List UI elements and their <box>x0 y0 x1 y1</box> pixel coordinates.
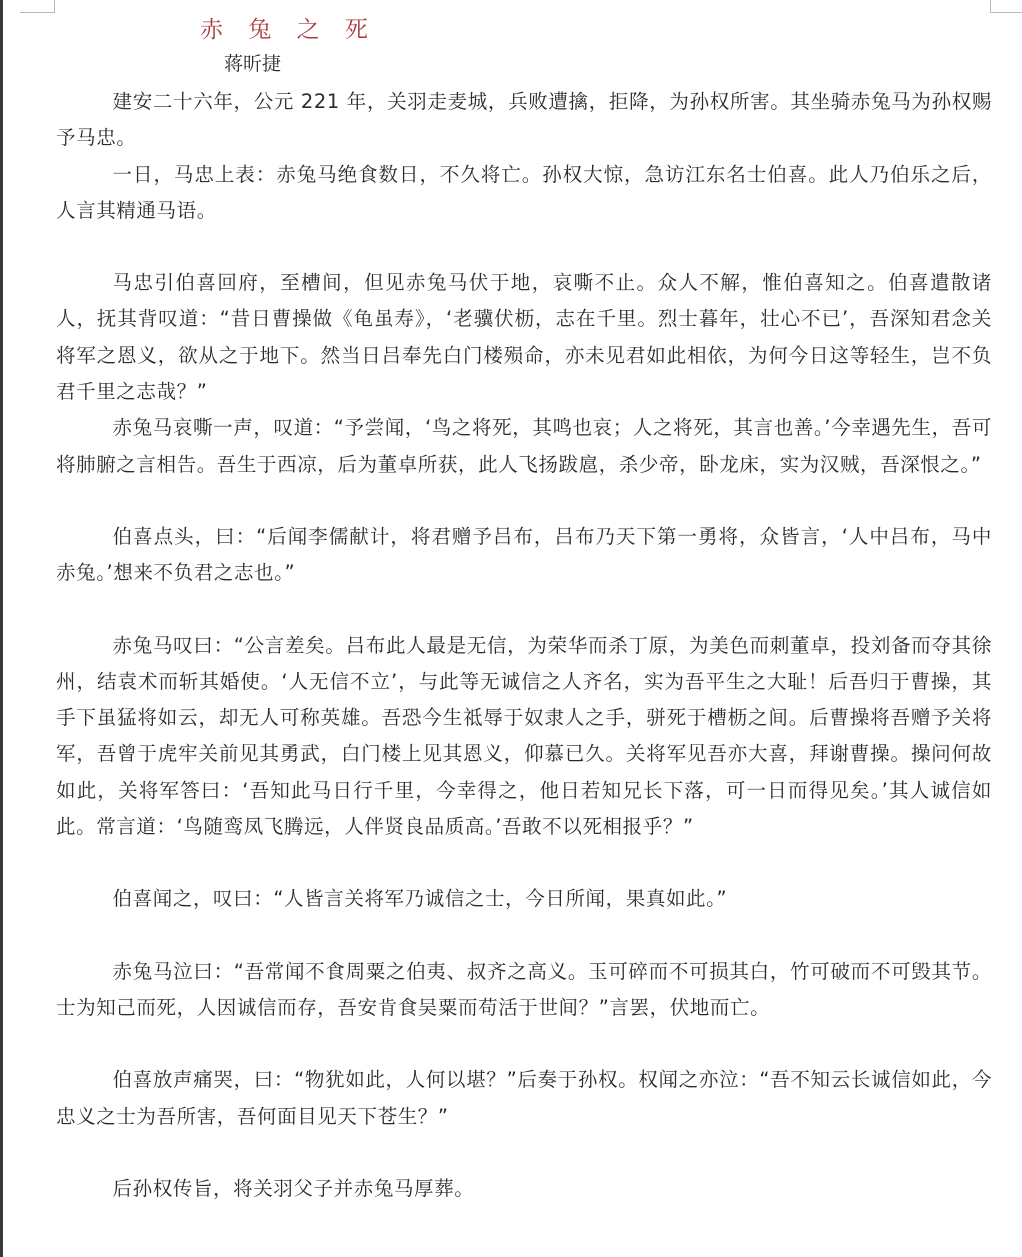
paragraph: 伯喜放声痛哭，曰：“物犹如此，人何以堪？”后奏于孙权。权闻之亦泣：“吾不知云长诚信如此，今忠义之士为吾所害，吾何面目见天下苍生？” <box>56 1068 992 1128</box>
paragraph: 赤兔马哀嘶一声，叹道：“予尝闻，‘鸟之将死，其鸣也哀；人之将死，其言也善。’今幸遇先生，吾可将肺腑之言相告。吾生于西凉，后为董卓所获，此人飞扬跋扈，杀少帝，卧龙床，实为汉贼，吾深恨之。” <box>56 416 992 476</box>
document-author: 蒋昕捷 <box>224 53 282 75</box>
paragraph: 一日，马忠上表：赤兔马绝食数日，不久将亡。孙权大惊，急访江东名士伯喜。此人乃伯乐之后，人言其精通马语。 <box>56 162 992 222</box>
paragraph: 建安二十六年，公元 221 年，关羽走麦城，兵败遭擒，拒降，为孙权所害。其坐骑赤兔马为孙权赐予马忠。 <box>56 90 992 150</box>
document-title: 赤 兔 之 死 <box>200 17 377 43</box>
page-corner-mark-top-left <box>20 0 55 13</box>
paragraph: 赤兔马叹曰：“公言差矣。吕布此人最是无信，为荣华而杀丁原，为美色而刺董卓，投刘备而夺其徐州，结袁术而斩其婚使。‘人无信不立’，与此等无诚信之人齐名，实为吾平生之大耻！后吾归于曹操，其手下虽猛将如云，却无人可称英雄。吾恐今生祗辱于奴隶人之手，骈死于槽枥之间。后曹操将吾赠予关将军，吾曾于虎牢关前见其勇武，白门楼上见其恩义，仰慕已久。关将军见吾亦大喜，拜谢曹操。操问何故如此，关将军答曰：‘吾知此马日行千里，今幸得之，他日若知兄长下落，可一日而得见矣。’其人诚信如此。常言道：‘鸟随鸾凤飞腾远，人伴贤良品质高。’吾敢不以死相报乎？” <box>56 633 992 839</box>
paragraph: 后孙权传旨，将关羽父子并赤兔马厚葬。 <box>112 1176 475 1200</box>
document-body <box>56 84 992 1207</box>
paragraph-spacer <box>56 1026 992 1062</box>
paragraph-spacer <box>56 845 992 881</box>
paragraph: 赤兔马泣曰：“吾常闻不食周粟之伯夷、叔齐之高义。玉可碎而不可损其白，竹可破而不可毁其节。士为知己而死，人因诚信而存，吾安肯食吴粟而苟活于世间？”言罢，伏地而亡。 <box>56 959 992 1019</box>
page-left-border <box>0 0 3 1257</box>
paragraph: 伯喜闻之，叹曰：“人皆言关将军乃诚信之士，今日所闻，果真如此。” <box>112 887 728 911</box>
paragraph-spacer <box>56 483 992 519</box>
paragraph-spacer <box>56 1135 992 1171</box>
paragraph: 伯喜点头，曰：“后闻李儒献计，将君赠予吕布，吕布乃天下第一勇将，众皆言，‘人中吕布，马中赤兔。’想来不负君之志也。” <box>56 524 992 585</box>
paragraph: 马忠引伯喜回府，至槽间，但见赤兔马伏于地，哀嘶不止。众人不解，惟伯喜知之。伯喜遣散诸人，抚其背叹道：“昔日曹操做《龟虽寿》，‘老骥伏枥，志在千里。烈士暮年，壮心不已’，吾深知君念关将军之恩义，欲从之于地下。然当日吕奉先白门楼殒命，亦未见君如此相依，为何今日这等轻生，岂不负君千里之志哉？” <box>56 271 992 404</box>
paragraph-spacer <box>56 918 992 954</box>
paragraph-spacer <box>56 229 992 265</box>
paragraph-spacer <box>56 592 992 628</box>
page-corner-mark-top-right <box>990 0 1022 13</box>
